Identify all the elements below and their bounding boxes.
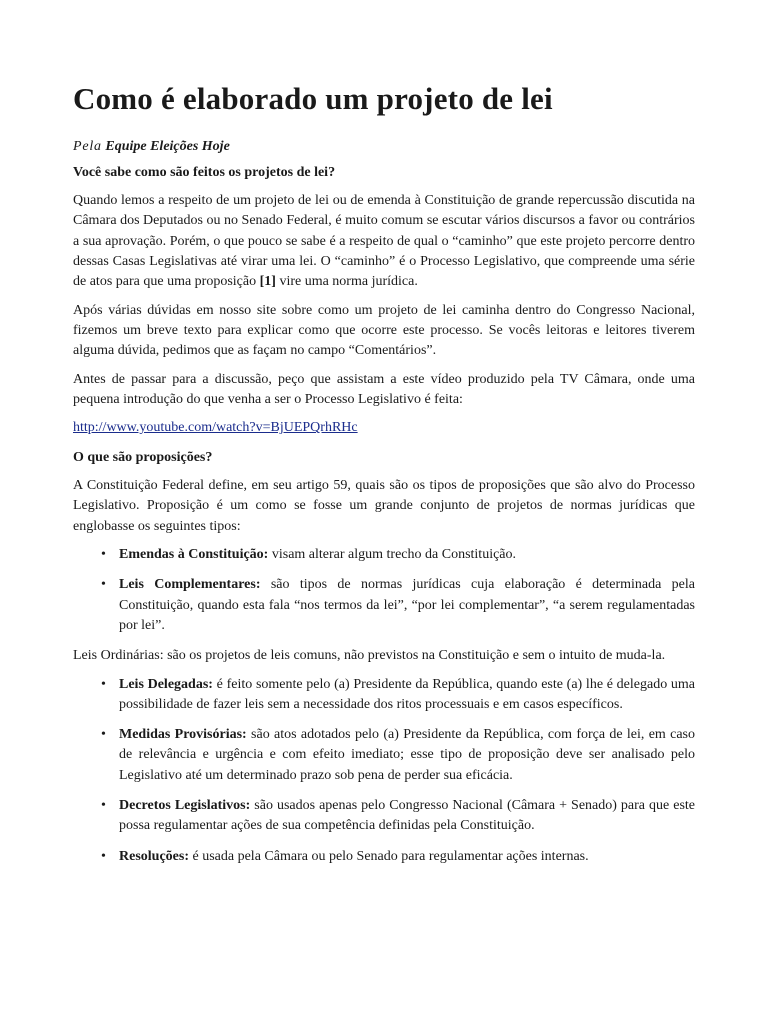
- bullet-icon: •: [101, 676, 106, 692]
- byline-author: Equipe Eleições Hoje: [105, 139, 230, 155]
- propositions-list-2: [73, 675, 695, 867]
- list-item: [73, 575, 695, 636]
- list-item-term: Emendas à Constituição:: [119, 547, 269, 563]
- list-item: [73, 725, 695, 786]
- section-heading: O que são proposições?: [73, 450, 213, 466]
- list-item-text: é usada pela Câmara ou pelo Senado para regulamentar ações internas.: [192, 848, 589, 864]
- bullet-icon: •: [101, 727, 106, 743]
- paragraph-propositions: A Constituição Federal define, em seu artigo 59, quais são os tipos de proposições que são alvo do Processo Legislativo. Proposição é um como se fosse um grande conjunto de projetos de normas jurídicas que englobasse os seguintes tipos:: [73, 478, 695, 534]
- paragraph-ordinary-laws: Leis Ordinárias: são os projetos de leis comuns, não previstos na Constituição e sem o intuito de muda-la.: [73, 648, 666, 664]
- list-item-term: Decretos Legislativos:: [119, 798, 251, 814]
- propositions-list-1: [73, 545, 695, 636]
- paragraph-intro: [73, 191, 695, 292]
- footnote-ref[interactable]: [1]: [259, 274, 276, 290]
- byline: [73, 137, 695, 157]
- list-item-text: são tipos de normas jurídicas cuja elaboração é determinada pela Constituição, quando esta fala “nos termos da lei”, “por lei complementar”, “a serem regulamentadas por lei”.: [119, 577, 696, 633]
- bullet-icon: •: [101, 848, 106, 864]
- intro-heading: Você sabe como são feitos os projetos de lei?: [73, 165, 336, 181]
- list-item-term: Leis Delegadas:: [119, 676, 213, 692]
- paragraph-intro-text: Quando lemos a respeito de um projeto de lei ou de emenda à Constituição de grande repercussão discutida na Câmara dos Deputados ou no Senado Federal, é muito comum se escutar vários discursos a favor ou contrários a sua aprovação. Porém, o que pouco se sabe é a respeito de qual o “caminho” que este projeto percorre dentro dessas Casas Legislativas até virar uma lei. O “caminho” é o Processo Legislativo, que compreende uma série de atos para que uma proposição: [73, 193, 695, 290]
- page-title: Como é elaborado um projeto de lei: [73, 81, 553, 116]
- byline-prefix: Pela: [73, 139, 102, 155]
- bullet-icon: •: [101, 798, 106, 814]
- list-item: [73, 847, 695, 867]
- list-item: [73, 675, 695, 716]
- document-page: [73, 80, 695, 877]
- list-item-term: Medidas Provisórias:: [119, 727, 247, 743]
- bullet-icon: •: [101, 577, 106, 593]
- list-item-text: são usados apenas pelo Congresso Nacional (Câmara + Senado) para que este possa regulamentar ações de sua competência definidas pela Constituição.: [119, 798, 696, 834]
- list-item: [73, 545, 695, 565]
- list-item-text: é feito somente pelo (a) Presidente da República, quando este (a) lhe é delegado uma possibilidade de fazer leis sem a necessidade dos ritos processuais e em casos específicos.: [119, 676, 696, 712]
- bullet-icon: •: [101, 547, 106, 563]
- video-link[interactable]: http://www.youtube.com/watch?v=BjUEPQrhRHc: [73, 420, 358, 436]
- paragraph-comments: Após várias dúvidas em nosso site sobre como um projeto de lei caminha dentro do Congresso Nacional, fizemos um breve texto para explicar como que ocorre este processo. Se vocês leitoras e leitores tiverem alguma dúvida, pedimos que as façam no campo “Comentários”.: [73, 302, 695, 359]
- list-item-term: Resoluções:: [119, 848, 189, 864]
- list-item-text: visam alterar algum trecho da Constituição.: [271, 547, 517, 563]
- list-item: [73, 796, 695, 837]
- paragraph-video: Antes de passar para a discussão, peço que assistam a este vídeo produzido pela TV Câmara, onde uma pequena introdução do que venha a ser o Processo Legislativo é feita:: [73, 371, 695, 407]
- list-item-text: são atos adotados pelo (a) Presidente da República, com força de lei, em caso de relevância e urgência e com efeito imediato; esse tipo de proposição deve ser analisado pelo Legislativo até um determinado prazo sob pena de perder sua eficácia.: [119, 727, 696, 783]
- list-item-term: Leis Complementares:: [119, 577, 261, 593]
- paragraph-intro-end: vire uma norma jurídica.: [279, 274, 418, 290]
